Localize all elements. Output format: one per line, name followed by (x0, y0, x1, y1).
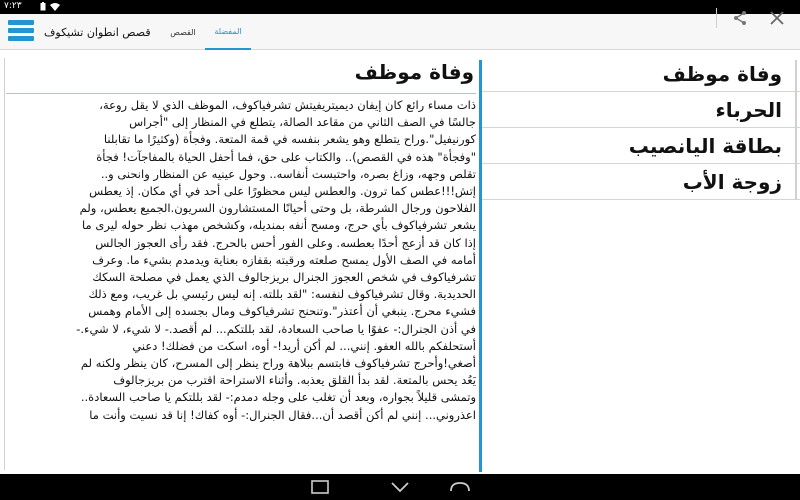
story-line: "وفجأة" هذه في القصص).. والكتاب على حق، فما أحفل الحياة بالمفاجآت! فجأة (96, 149, 476, 164)
navigation-bar (0, 474, 800, 500)
story-line: ذات مساء رائع كان إيفان ديميتريفيتش تشرفياكوف، الموظف الذي لا يقل روعة، (99, 98, 476, 112)
home-icon (449, 481, 471, 493)
status-bar (0, 0, 800, 14)
action-bar-divider (716, 8, 717, 28)
close-icon (770, 11, 784, 25)
left-scroll-track (4, 58, 5, 470)
tab-stories[interactable]: القصص (170, 27, 196, 37)
story-line: في أذن الجنرال:- عفوًا يا صاحب السعادة، لقد بللتكم... لم أقصد.- لا شيء، لا شيء.- (76, 321, 476, 336)
clock: ٧:٢٣ (4, 1, 22, 11)
back-button[interactable] (380, 478, 420, 496)
story-line: تقلص وجهه، وزاغ بصره، واحتبست أنفاسه.. وحول عينيه عن المنظار وانحنى و.. (100, 166, 476, 181)
story-text[interactable] (6, 97, 476, 472)
favorites-list (482, 50, 800, 474)
story-line: إذا كان قد أزعج أحدًا بعطسه. وعلى الفور أحس بالحرج. فقد رأى العجوز الجالس (95, 235, 476, 250)
story-line: إتش!!!عطس كما ترون. والعطس ليس محظورًا على أحد في أي مكان. إذ يعطس (89, 184, 476, 199)
battery-icon (40, 2, 46, 11)
title-divider (6, 93, 476, 94)
story-line: فشيء محرج. ينبغي أن أعتذر".وتنحنح تشرفياكوف ومال بجسده إلى الأمام وهمس (88, 304, 476, 319)
story-line: يَعُد يحس بالمتعة. لقد بدأ القلق يعذبه. وأثناء الاستراحة اقترب من بريزجالوف (113, 373, 476, 388)
share-button[interactable] (728, 6, 752, 30)
app-logo-icon (8, 20, 34, 44)
app-title: قصص انطوان تشيكوف (44, 25, 151, 39)
story-line: يشعر تشرفياكوف بأي حرج، ومسح أنفه بمنديله، وكشخص مهذب نظر حوله ليرى ما (82, 218, 476, 233)
status-icons (40, 2, 60, 11)
story-line: كورنيفيل".وراح يتطلع وهو يشعر بنفسه في قمة المتعة. وفجأة (وكثيرًا ما تقابلنا (103, 132, 476, 147)
favorite-item-3[interactable]: بطاقة اليانصيب (482, 128, 800, 164)
story-line: الفلاحون ورجال الشرطة، بل وحتى أحيانًا المستشارون السريون.الجميع يعطس، ولم (79, 201, 476, 216)
close-button[interactable] (765, 6, 789, 30)
recent-apps-button[interactable] (300, 478, 340, 496)
favorite-item-4[interactable]: زوجة الأب (482, 164, 800, 200)
wifi-icon (50, 3, 60, 11)
story-line: الحديدية. وقال تشرفياكوف لنفسه: "لقد بللته. إنه ليس رئيسي بل غريب، ومع ذلك (88, 287, 476, 302)
right-scroll-track (795, 60, 797, 200)
favorite-item-1[interactable]: وفاة موظف (482, 56, 800, 92)
story-line: أمامه في الصف الأول يمسح صلعته ورقبته بقفازه بعناية ويدمدم بشيء ما. وعرف (92, 252, 476, 267)
story-title: وفاة موظف (354, 60, 474, 84)
tab-favorites[interactable]: المفضلة (205, 14, 251, 50)
share-icon (732, 10, 748, 26)
home-button[interactable] (440, 478, 480, 496)
favorite-item-2[interactable]: الحرباء (482, 92, 800, 128)
story-line: تشرفياكوف في شخص العجوز الجنرال بريزجالوف الذي يعمل في مصلحة السكك (92, 270, 476, 285)
story-line: أستحلفكم بالله العفو. إنني... لم أكن أريد!- أوه، اسكت من فضلك! دعني (132, 338, 476, 353)
story-line: وتمشى قليلاً بجواره، وبعد أن تغلب على وجله دمدم:- لقد بللتكم يا صاحب السعادة.. (80, 390, 476, 405)
story-line: أصغي!وأحرج تشرفياكوف فابتسم ببلاهة وراح ينظر إلى المسرح، كان ينظر ولكنه لم (80, 356, 476, 371)
story-line: جالسًا في الصف الثاني من مقاعد الصالة، يتطلع في المنظار إلى "أجراس (129, 115, 476, 130)
back-icon (390, 481, 410, 493)
story-line: اعذروني... إنني لم أكن أقصد أن...فقال الجنرال:- أوه كفاك! إنا قد نسيت وأنت ما (89, 407, 476, 422)
recent-apps-icon (311, 480, 329, 494)
